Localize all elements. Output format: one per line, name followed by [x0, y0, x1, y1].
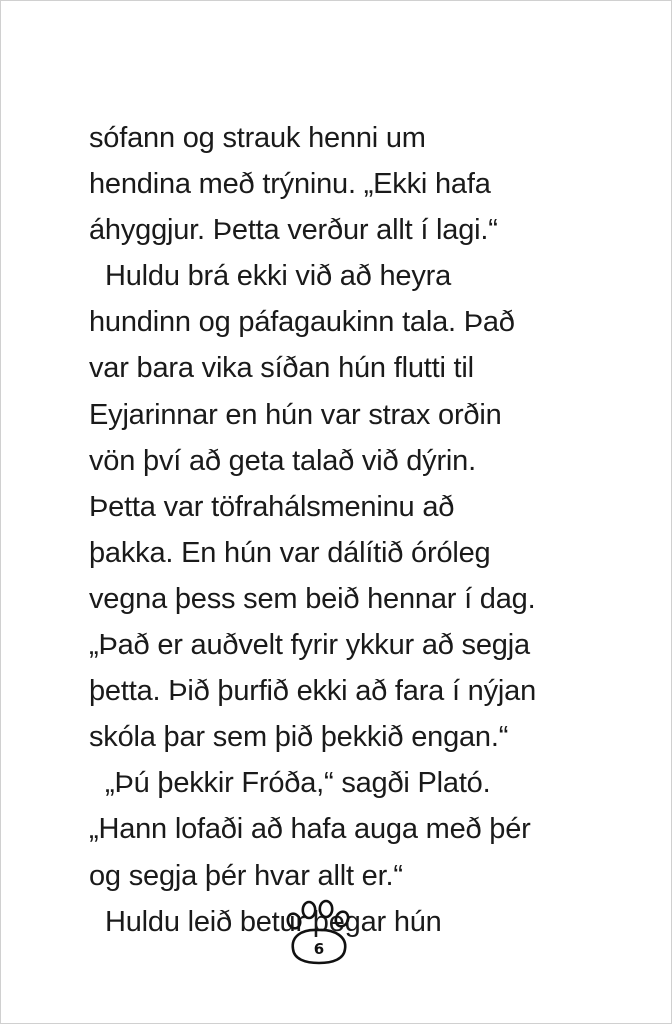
body-text [89, 115, 649, 945]
page-number: 6 [313, 940, 325, 958]
text-line: þetta. Þið þurfið ekki að fara í nýjan [89, 675, 536, 708]
text-line: Eyjarinnar en hún var strax orðin [89, 398, 502, 431]
text-line: Þetta var töfrahálsmeninu að [89, 490, 455, 523]
text-line: Huldu brá ekki við að heyra [105, 260, 452, 293]
text-line: sófann og strauk henni um [89, 122, 426, 154]
paw-print-icon [283, 897, 363, 977]
text-line: áhyggjur. Þetta verður allt í lagi.“ [89, 214, 498, 247]
text-line: „Hann lofaði að hafa auga með þér [89, 813, 531, 846]
text-line: „Það er auðvelt fyrir ykkur að segja [89, 629, 530, 662]
text-line: vön því að geta talað við dýrin. [89, 444, 476, 477]
text-line: þakka. En hún var dálítið óróleg [89, 536, 491, 569]
text-line: og segja þér hvar allt er.“ [89, 859, 403, 892]
text-line: hundinn og páfagaukinn tala. Það [89, 306, 515, 339]
text-line: skóla þar sem þið þekkið engan.“ [89, 721, 509, 754]
text-line: Huldu leið betur þegar hún [105, 905, 442, 938]
text-line: „Þú þekkir Fróða,“ sagði Plató. [105, 767, 491, 800]
text-line: hendina með trýninu. „Ekki hafa [89, 168, 491, 201]
text-line: vegna þess sem beið hennar í dag. [89, 582, 536, 615]
text-line: var bara vika síðan hún flutti til [89, 352, 474, 385]
